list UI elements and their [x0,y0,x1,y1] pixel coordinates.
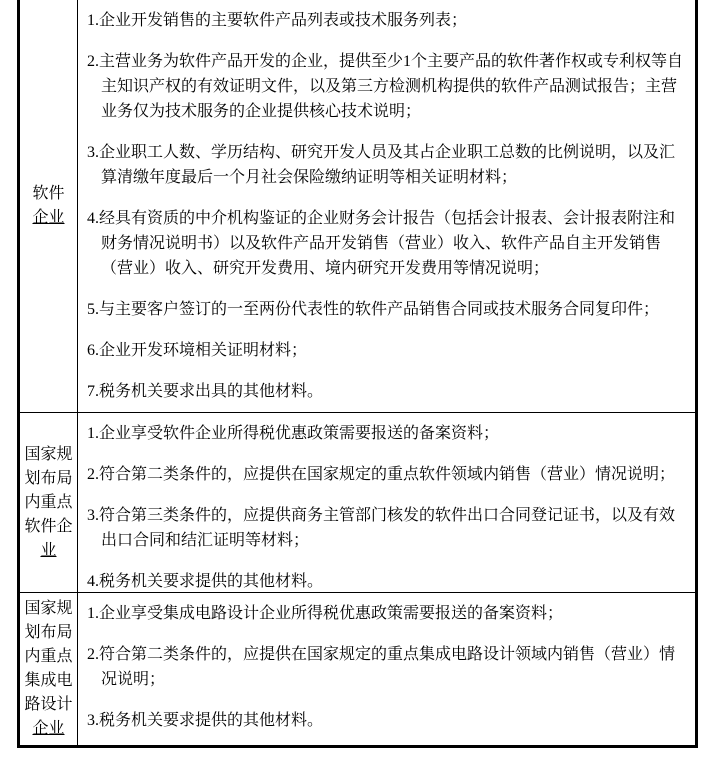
requirements-cell [78,0,695,412]
requirements-cell [78,413,695,592]
requirement-item: 7.税务机关要求出具的其他材料。 [87,383,324,400]
table-row-software-enterprise [20,0,695,413]
category-cell-key-software-enterprise [20,413,78,592]
category-label-line: 软件企 [24,517,73,535]
requirement-item: 3.符合第三类条件的，应提供商务主管部门核发的软件出口合同登记证书，以及有效出口合同和结汇证明等材料； [87,507,676,549]
category-label-line: 国家规 [24,600,73,617]
category-label-line: 软件 [32,185,65,202]
requirement-item: 5.与主要客户签订的一至两份代表性的软件产品销售合同或技术服务合同复印件； [87,301,660,318]
category-cell-software-enterprise [20,0,78,412]
requirement-item: 2.符合第二类条件的，应提供在国家规定的重点集成电路设计领域内销售（营业）情况说明； [87,646,676,688]
category-label-line: 内重点 [24,648,73,665]
requirements-cell [78,593,695,745]
requirement-item: 3.税务机关要求提供的其他材料。 [87,712,324,729]
table-row-key-ic-design-enterprise [20,593,695,745]
category-label-line: 路设计 [24,696,73,713]
requirements-table [17,0,698,748]
requirement-item: 1.企业享受集成电路设计企业所得税优惠政策需要报送的备案资料； [87,605,564,622]
requirement-item: 3.企业职工人数、学历结构、研究开发人员及其占企业职工总数的比例说明，以及汇算清缴年度最后一个月社会保险缴纳证明等相关证明材料； [87,144,676,186]
requirement-item: 1.企业享受软件企业所得税优惠政策需要报送的备案资料； [87,425,500,442]
category-label-line: 划布局 [24,624,73,641]
category-label-line: 业 [40,541,57,559]
table-row-key-software-enterprise [20,413,695,593]
category-label-line: 集成电 [24,672,73,689]
requirement-item: 1.企业开发销售的主要软件产品列表或技术服务列表； [87,12,468,29]
category-label-line: 企业 [32,209,65,226]
category-cell-key-ic-design-enterprise [20,593,78,745]
category-label-line: 国家规 [24,445,73,463]
requirement-item: 4.税务机关要求提供的其他材料。 [87,573,324,590]
requirement-item: 6.企业开发环境相关证明材料； [87,342,308,359]
category-label-line: 内重点 [24,493,73,511]
requirement-item: 2.主营业务为软件产品开发的企业，提供至少1个主要产品的软件著作权或专利权等自主知识产权的有效证明文件，以及第三方检测机构提供的软件产品测试报告；主营业务仅为技术服务的企业提供核心技术说明； [87,53,684,120]
requirement-item: 4.经具有资质的中介机构鉴证的企业财务会计报告（包括会计报表、会计报表附注和财务情况说明书）以及软件产品开发销售（营业）收入、软件产品自主开发销售（营业）收入、研究开发费用、境内研究开发费用等情况说明； [87,210,676,277]
category-label-line: 企业 [32,720,65,737]
requirement-item: 2.符合第二类条件的，应提供在国家规定的重点软件领域内销售（营业）情况说明； [87,466,676,483]
category-label-line: 划布局 [24,469,73,487]
